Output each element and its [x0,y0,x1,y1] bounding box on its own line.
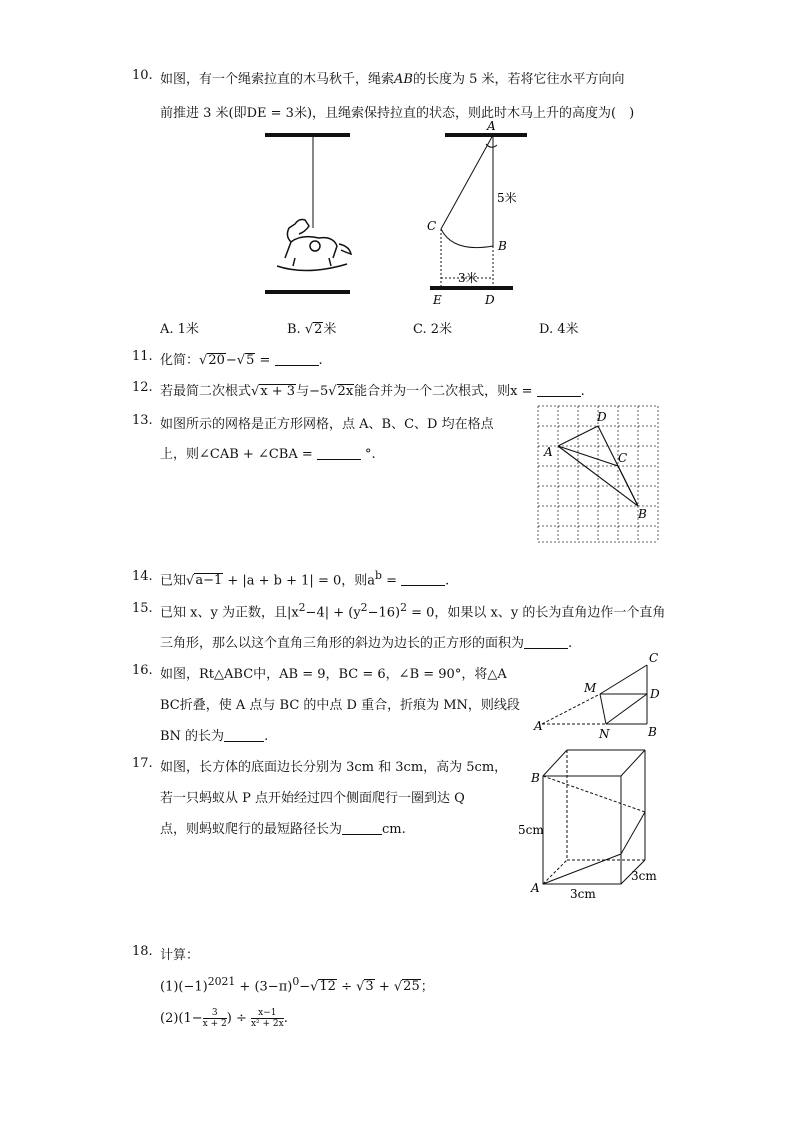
q18-p1r1: 12 [319,979,336,995]
q18-frac1-den: x + 2 [202,1019,227,1029]
q18-p1a: (1)(−1) [160,979,208,995]
arc-CB [441,229,493,248]
q10-option-b-label: B. [287,322,305,337]
q15-sup2: 2 [360,601,368,614]
q18-p1sup: 2021 [207,975,236,988]
q17-line3 [160,818,406,837]
triangle-folded [600,665,647,724]
q18-p1r2: 3 [365,979,374,995]
q12-rad2: 2x [337,384,354,399]
q16-end: . [264,729,269,744]
q16-label-M: M [584,681,597,695]
q13-line2 [160,443,376,462]
q17-label-A: A [531,881,540,895]
grid-label-B: B [638,507,647,521]
q13-grid-figure [536,404,660,544]
q13-line2-text: 上，则∠CAB + ∠CBA = [160,447,317,462]
q18-p2a: (2)(1− [160,1011,203,1026]
q11-rad1: 20 [208,353,225,368]
q18-part1: $(1)(-1)^{2021} + (3-\pi)^0-√12 \div √3 + √25$； [160,975,434,995]
q17-line2: 若一只蚂蚁从 P 点开始经过四个侧面爬行一圈到达 Q [160,791,465,806]
q17-cuboid-figure [515,742,665,902]
q11-number: 11. [132,349,153,364]
q18-p1b: + (3−π) [235,979,293,995]
q16-label-A: A [534,719,543,733]
q18-frac1 [203,1008,227,1029]
label-5m: 5米 [497,191,517,205]
label-E: E [433,293,442,307]
q16-line3-text: BN 的长为 [160,729,225,744]
q16-label-N: N [599,727,610,740]
q15-l1b: −4| + (y [305,605,361,621]
q10-option-c: C. 2米 [413,322,453,337]
q18-part2 [160,1008,288,1029]
q10-line1b: 的长度为 5 米，若将它往水平方向向 [412,72,625,87]
q13-end: °. [360,447,376,462]
rope-AC [441,135,493,229]
q16-answer-blank[interactable] [224,729,264,742]
q16-label-D: D [650,687,660,701]
q17-label-height: 5cm [518,823,544,837]
q11-mid: − [225,353,237,368]
q15-number: 15. [132,601,153,616]
q12-number: 12. [132,380,153,395]
q14-pre: 已知 [160,573,187,589]
grid-label-C: C [618,451,628,465]
q10-option-b-unit: 米 [323,322,337,337]
q10-number: 10. [132,68,153,83]
q15-sup3: 2 [400,601,407,614]
q18-frac2-num: x−1 [258,1008,277,1018]
q14-end: . [445,573,450,589]
q14-mid: + |a + b + 1| = 0，则a [223,573,375,589]
label-B: B [498,239,507,253]
q16-line1: 如图，Rt△ABC中，AB = 9，BC = 6，∠B = 90°，将△A [160,667,507,682]
q10-option-d: D. 4米 [539,322,579,337]
q11-end: . [318,353,323,368]
q15-line2 [160,632,572,651]
q12-post: 能合并为一个二次根式，则x = [354,384,537,399]
q18-title: 计算： [160,948,200,963]
q10-line1 [160,68,625,87]
q16-line2: BC折叠，使 A 点与 BC 的中点 D 重合，折痕为 MN，则线段 [160,698,520,713]
cuboid-solid-edges [543,750,645,884]
q13-line1: 如图所示的网格是正方形网格，点 A、B、C、D 均在格点 [160,417,494,432]
q15-line2-text: 三角形，那么以这个直角三角形的斜边为边长的正方形的面积为 [160,636,525,651]
label-C: C [427,219,437,233]
q10-ab: AB [394,72,413,87]
q18-p2b: ) ÷ [226,1011,251,1026]
q17-end: cm. [382,822,406,837]
q15-end: . [568,636,573,651]
q14-sup: b [375,569,382,582]
rocking-horse-icon [277,220,351,271]
q18-frac2-den: x² + 2x [250,1019,284,1029]
q12-answer-blank[interactable] [537,384,581,397]
q17-line1: 如图，长方体的底面边长分别为 3cm 和 3cm，高为 5cm， [160,760,508,775]
q12-end: . [580,384,585,399]
label-D: D [485,293,495,307]
q14-rad: a−1 [195,573,223,589]
q11-line: 化简：√20−√5 = . [160,353,323,368]
q18-p1f: ； [420,979,434,995]
q18-number: 18. [132,944,153,959]
q18-p1c: − [299,979,311,995]
q10-option-a: A. 1米 [160,322,199,337]
q13-answer-blank[interactable] [317,447,361,460]
q14-number: 14. [132,569,153,584]
q14-answer-blank[interactable] [401,573,445,586]
q16-figure [530,648,665,740]
q17-answer-blank[interactable] [342,822,382,835]
q16-label-B: B [648,725,657,739]
q17-label-width1: 3cm [570,887,596,901]
q10-option-b: B. √2米 [287,322,337,337]
grid-label-A: A [544,445,553,459]
q11-answer-blank[interactable] [275,353,319,366]
q15-l1d: = 0，如果以 x、y 的长为直角边作一个直角 [406,605,666,621]
q18-p1r3: 25 [403,979,420,995]
label-3m: 3米 [458,271,478,285]
q12-line: 若最简二次根式√x + 3与−5√2x能合并为一个二次根式，则x = . [160,384,585,399]
q16-line3 [160,725,268,744]
q11-rad2: 5 [246,353,255,368]
q17-label-width2: 3cm [631,869,657,883]
q13-number: 13. [132,413,153,428]
q16-label-C: C [649,651,659,665]
q10-line2: 前推进 3 米(即DE = 3米)，且绳索保持拉直的状态，则此时木马上升的高度为( ) [160,106,635,121]
q15-line1 [160,601,665,620]
q16-number: 16. [132,663,153,678]
q11-eq: = [255,353,275,368]
q17-line3-text: 点，则蚂蚁爬行的最短路径长为 [160,822,343,837]
q10-line1-text: 如图，有一个绳索拉直的木马秋千，绳索 [160,72,395,87]
dashed-AM [542,694,600,724]
q17-number: 17. [132,756,153,771]
q10-figure [255,118,530,313]
q18-frac1-num: 3 [211,1008,218,1018]
q12-rad1: x + 3 [260,384,296,399]
q15-l1c: −16) [367,605,401,621]
q18-p1e: + [374,979,394,995]
q18-frac2 [251,1008,284,1029]
q15-l1a: 已知 x、y 为正数，且|x [160,605,299,621]
q10-option-b-rad: 2 [314,322,323,337]
q12-mid: 与−5 [296,384,329,399]
q18-p1d: ÷ [336,979,357,995]
label-A: A [487,119,496,133]
q11-pre: 化简： [160,353,200,368]
q14-post: = [381,573,402,589]
q18-p2c: . [283,1011,288,1026]
q12-pre: 若最简二次根式 [160,384,252,399]
q14-line: 已知√a−1 + |a + b + 1| = 0，则$a^b$ = . [160,569,450,589]
grid-label-D: D [597,410,607,424]
q17-label-B: B [531,771,540,785]
q15-sup1: 2 [298,601,306,614]
q18-p1sup2: 0 [292,975,300,988]
